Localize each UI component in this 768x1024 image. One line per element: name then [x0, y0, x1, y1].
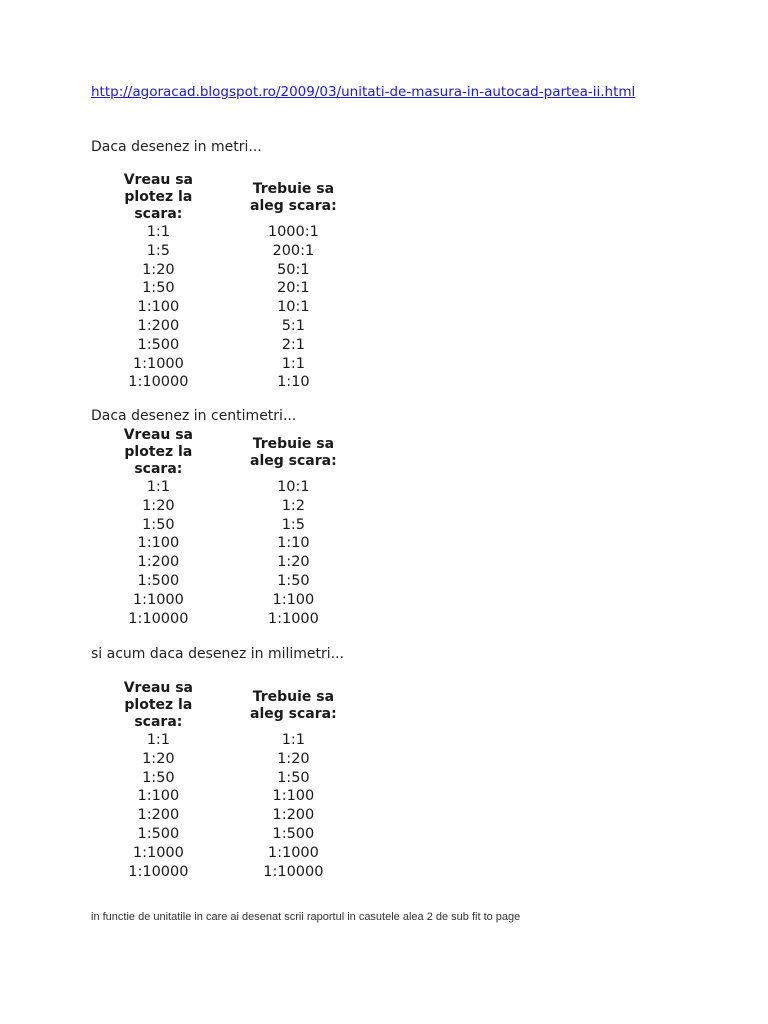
cell-plot-scale: 1:20	[142, 750, 175, 767]
header-plot-scale: Vreau sa plotez la scara:	[123, 680, 194, 730]
cell-chosen-scale: 1:20	[277, 750, 310, 767]
heading-millimeters: si acum daca desenez in milimetri...	[91, 646, 345, 662]
header-chosen-scale: Trebuie sa aleg scara:	[250, 688, 337, 722]
scale-table-centimeters	[91, 427, 361, 628]
cell-chosen-scale: 1:1	[281, 355, 306, 372]
cell-plot-scale: 1:100	[137, 535, 180, 552]
table-header-row	[91, 427, 361, 478]
source-link[interactable]: http://agoracad.blogspot.ro/2009/03/unitati-de-masura-in-autocad-partea-ii.html	[91, 84, 636, 100]
cell-plot-scale: 1:1	[146, 732, 171, 748]
table-row	[91, 223, 361, 242]
cell-plot-scale: 1:1000	[132, 844, 184, 861]
cell-plot-scale: 1:500	[137, 825, 180, 842]
cell-chosen-scale: 1:1000	[267, 610, 319, 627]
scale-table	[91, 172, 361, 392]
table-row	[91, 336, 361, 355]
cell-chosen-scale: 200:1	[272, 242, 315, 259]
heading-centimeters: Daca desenez in centimetri...	[91, 408, 297, 424]
cell-chosen-scale: 10:1	[277, 299, 310, 316]
cell-plot-scale: 1:20	[142, 497, 175, 514]
cell-chosen-scale: 1:1000	[267, 844, 319, 861]
header-plot-scale: Vreau sa plotez la scara:	[123, 427, 194, 477]
table-row	[91, 610, 361, 629]
cell-chosen-scale: 1:200	[272, 807, 315, 824]
table-row	[91, 373, 361, 392]
cell-plot-scale: 1:1000	[132, 355, 184, 372]
cell-chosen-scale: 1:100	[272, 788, 315, 805]
cell-plot-scale: 1:1000	[132, 591, 184, 608]
table-row	[91, 534, 361, 553]
table-row	[91, 553, 361, 572]
table-row	[91, 497, 361, 516]
cell-chosen-scale: 1:5	[281, 516, 306, 533]
cell-chosen-scale: 1:10	[277, 374, 310, 391]
cell-plot-scale: 1:200	[137, 807, 180, 824]
scale-table	[91, 427, 361, 628]
scale-table-meters	[91, 172, 361, 392]
table-row	[91, 731, 361, 750]
cell-plot-scale: 1:100	[137, 788, 180, 805]
cell-chosen-scale: 1:1	[281, 732, 306, 748]
cell-plot-scale: 1:5	[146, 242, 171, 259]
table-row	[91, 261, 361, 280]
header-plot-scale: Vreau sa plotez la scara:	[123, 172, 194, 222]
cell-chosen-scale: 1:10	[277, 535, 310, 552]
cell-plot-scale: 1:1	[146, 224, 171, 240]
table-row	[91, 478, 361, 497]
cell-plot-scale: 1:50	[142, 280, 175, 297]
heading-meters: Daca desenez in metri...	[91, 139, 262, 155]
cell-plot-scale: 1:10000	[128, 610, 189, 627]
table-row	[91, 355, 361, 374]
cell-chosen-scale: 1:500	[272, 825, 315, 842]
table-row	[91, 863, 361, 882]
cell-plot-scale: 1:20	[142, 261, 175, 278]
cell-chosen-scale: 1:100	[272, 591, 315, 608]
cell-chosen-scale: 50:1	[277, 261, 310, 278]
table-row	[91, 787, 361, 806]
cell-plot-scale: 1:50	[142, 769, 175, 786]
cell-chosen-scale: 20:1	[277, 280, 310, 297]
table-row	[91, 242, 361, 261]
cell-chosen-scale: 1:50	[277, 572, 310, 589]
table-row	[91, 317, 361, 336]
cell-chosen-scale: 2:1	[281, 336, 306, 353]
cell-chosen-scale: 1:20	[277, 554, 310, 571]
cell-plot-scale: 1:200	[137, 554, 180, 571]
table-row	[91, 572, 361, 591]
cell-chosen-scale: 10:1	[277, 479, 310, 495]
table-row	[91, 298, 361, 317]
cell-chosen-scale: 1:50	[277, 769, 310, 786]
cell-plot-scale: 1:10000	[128, 374, 189, 391]
header-chosen-scale: Trebuie sa aleg scara:	[250, 435, 337, 469]
table-header-row	[91, 680, 361, 731]
cell-chosen-scale: 1000:1	[267, 224, 319, 240]
header-chosen-scale: Trebuie sa aleg scara:	[250, 180, 337, 214]
table-row	[91, 516, 361, 535]
table-row	[91, 750, 361, 769]
scale-table	[91, 680, 361, 881]
cell-plot-scale: 1:10000	[128, 863, 189, 880]
cell-plot-scale: 1:100	[137, 299, 180, 316]
cell-plot-scale: 1:50	[142, 516, 175, 533]
table-row	[91, 769, 361, 788]
table-row	[91, 591, 361, 610]
table-row	[91, 844, 361, 863]
table-row	[91, 806, 361, 825]
cell-plot-scale: 1:500	[137, 572, 180, 589]
cell-plot-scale: 1:1	[146, 479, 171, 495]
cell-chosen-scale: 5:1	[281, 317, 306, 334]
cell-chosen-scale: 1:2	[281, 497, 306, 514]
table-row	[91, 279, 361, 298]
table-row	[91, 825, 361, 844]
footer-note: in functie de unitatile in care ai desenat scrii raportul in casutele alea 2 de sub fit to page	[91, 911, 521, 923]
cell-plot-scale: 1:200	[137, 317, 180, 334]
scale-table-millimeters	[91, 680, 361, 881]
cell-plot-scale: 1:500	[137, 336, 180, 353]
cell-chosen-scale: 1:10000	[263, 863, 324, 880]
table-header-row	[91, 172, 361, 223]
